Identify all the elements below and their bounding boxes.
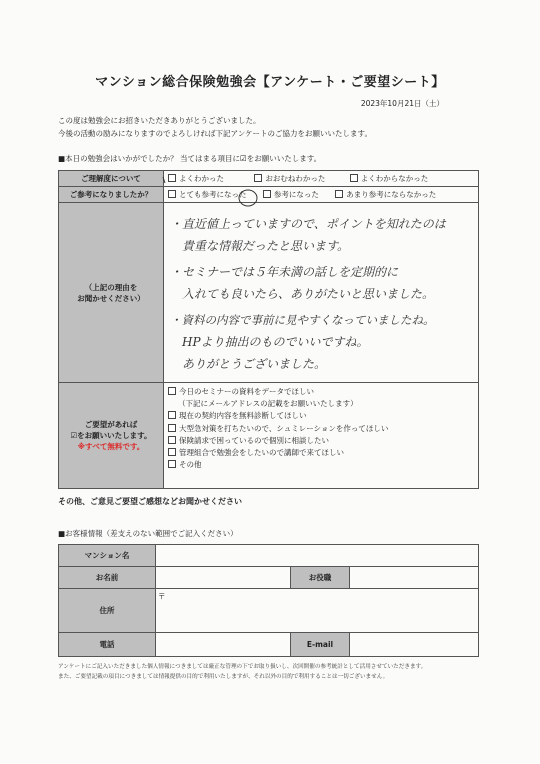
privacy-line-2: また、ご要望記載の項目につきましては情報提供の目的で利用いたしますが、それ以外の目的で利用することは一切ございません。: [58, 674, 389, 680]
reason-label-line-2: お聞かせください）: [77, 293, 145, 303]
option-label: あまり参考にならなかった: [346, 190, 437, 199]
checkbox-icon[interactable]: [335, 190, 343, 198]
request-item-diagnosis[interactable]: [168, 410, 478, 422]
handwritten-line: HPより抽出のものでいいですね。: [170, 335, 369, 349]
postal-mark: 〒: [158, 592, 166, 601]
request-item-other[interactable]: [168, 459, 478, 471]
helpfulness-row: [59, 187, 479, 203]
email-label: E-mail: [291, 633, 350, 657]
reason-label-line-1: （上記の理由を: [84, 282, 138, 292]
checkbox-icon[interactable]: [254, 174, 262, 182]
request-item-label: 現在の契約内容を無料診断してほしい: [179, 411, 307, 421]
handwritten-line: ・資料の内容で事前に見やすくなっていましたね。: [170, 313, 435, 327]
request-item-note: （下記にメールアドレスの記載をお願いいたします）: [178, 399, 358, 409]
checkbox-icon[interactable]: [168, 190, 176, 198]
name-field[interactable]: [156, 567, 291, 589]
checkbox-icon[interactable]: [168, 411, 176, 419]
option-mostly-understood[interactable]: [254, 173, 325, 184]
intro-line-1: この度は勉強会にお招きいただきありがとうございました。: [58, 116, 261, 125]
request-item-slides[interactable]: [168, 386, 478, 398]
mansion-name-field[interactable]: [156, 545, 479, 567]
option-label: おおむねわかった: [265, 174, 326, 183]
handwritten-line: ・セミナーでは５年未満の話しを定期的に: [170, 265, 399, 279]
checkbox-icon[interactable]: [168, 387, 176, 395]
privacy-line-1: アンケートにご記入いただきました個人情報につきましては厳正な管理の下でお取り扱いし、次回開催の参考統計として活用させていただきます。: [58, 664, 427, 670]
option-label: 参考になった: [273, 190, 319, 199]
option-label: よくわかった: [179, 174, 224, 183]
request-item-label: 保険請求で困っているので個別に相談したい: [179, 435, 329, 445]
checkbox-icon[interactable]: [168, 424, 176, 432]
phone-label: 電話: [59, 633, 156, 657]
checkbox-icon[interactable]: [350, 174, 358, 182]
helpfulness-options: [164, 187, 479, 203]
checkbox-icon[interactable]: [168, 460, 176, 468]
understanding-label: ご理解度について: [59, 171, 164, 187]
option-understood-well[interactable]: [168, 173, 224, 184]
request-item-lecturer[interactable]: [168, 447, 478, 459]
reason-answer-area[interactable]: [164, 203, 479, 383]
option-helpful[interactable]: [263, 189, 319, 200]
survey-table: [58, 170, 479, 489]
request-options: [164, 383, 479, 489]
request-item-label: 今日のセミナーの資料をデータでほしい: [179, 387, 314, 396]
customer-info-table: [58, 544, 479, 657]
position-field[interactable]: [350, 567, 479, 589]
option-very-helpful[interactable]: [168, 189, 247, 200]
understanding-row: [59, 171, 479, 187]
customer-info-heading: ■お客様情報（差支えのない範囲でご記入ください）: [58, 529, 238, 538]
checkbox-icon[interactable]: [263, 190, 271, 198]
handwritten-line: ・直近値上っていますので、ポイントを知れたのは: [170, 217, 446, 231]
reason-label: [59, 203, 164, 383]
free-of-charge-note: ※すべて無料です。: [77, 442, 145, 451]
request-item-label: 管理組合で勉強会をしたいので講師で来てほしい: [179, 448, 344, 458]
helpfulness-label: ご参考になりましたか？: [59, 187, 164, 203]
privacy-notice: [58, 662, 426, 682]
option-not-helpful[interactable]: [335, 189, 436, 200]
position-label: お役職: [291, 567, 350, 589]
mansion-name-label: マンション名: [59, 545, 156, 567]
checkbox-icon[interactable]: [168, 174, 176, 182]
request-label-line-2: ☑をお願いいたします。: [70, 431, 152, 440]
handwritten-comments: [164, 203, 478, 375]
option-label: よくわからなかった: [360, 174, 429, 183]
request-item-simulation[interactable]: [168, 423, 478, 435]
handwritten-line: 入れても良いたら、ありがたいと思いました。: [170, 287, 435, 301]
address-field[interactable]: [156, 589, 479, 633]
page-title: マンション総合保険勉強会【アンケート・ご要望シート】: [95, 75, 445, 90]
reason-row: [59, 203, 479, 383]
intro-text: [58, 114, 372, 140]
handwritten-line: ありがとうございました。: [170, 357, 327, 371]
request-item-label: その他: [179, 460, 202, 470]
request-label: [59, 383, 164, 489]
checkbox-icon[interactable]: [168, 448, 176, 456]
intro-line-2: 今後の活動の励みになりますのでよろしければ下記アンケートのご協力をお願いいたします。: [58, 129, 372, 138]
phone-field[interactable]: [156, 633, 291, 657]
event-date: 2023年10月21日（土）: [360, 99, 444, 108]
option-not-understood[interactable]: [350, 173, 429, 184]
understanding-options: [164, 171, 479, 187]
request-item-claim-consult[interactable]: [168, 435, 478, 447]
handwritten-line: 貴重な情報だったと思います。: [170, 239, 350, 253]
option-label: とても参考になった: [179, 190, 247, 199]
survey-question: ■本日の勉強会はいかがでしたか？ 当てはまる項目に☑をお願いいたします。: [58, 154, 322, 163]
checkbox-icon[interactable]: [168, 436, 176, 444]
feedback-prompt: その他、ご意見ご要望ご感想などお聞かせください: [58, 497, 242, 506]
name-label: お名前: [59, 567, 156, 589]
email-field[interactable]: [350, 633, 479, 657]
request-row: [59, 383, 479, 489]
request-item-label: 大型急対策を打ちたいので、シュミレーションを作ってほしい: [179, 423, 389, 433]
address-label: 住所: [59, 589, 156, 633]
request-label-line-1: ご要望があれば: [84, 420, 138, 429]
